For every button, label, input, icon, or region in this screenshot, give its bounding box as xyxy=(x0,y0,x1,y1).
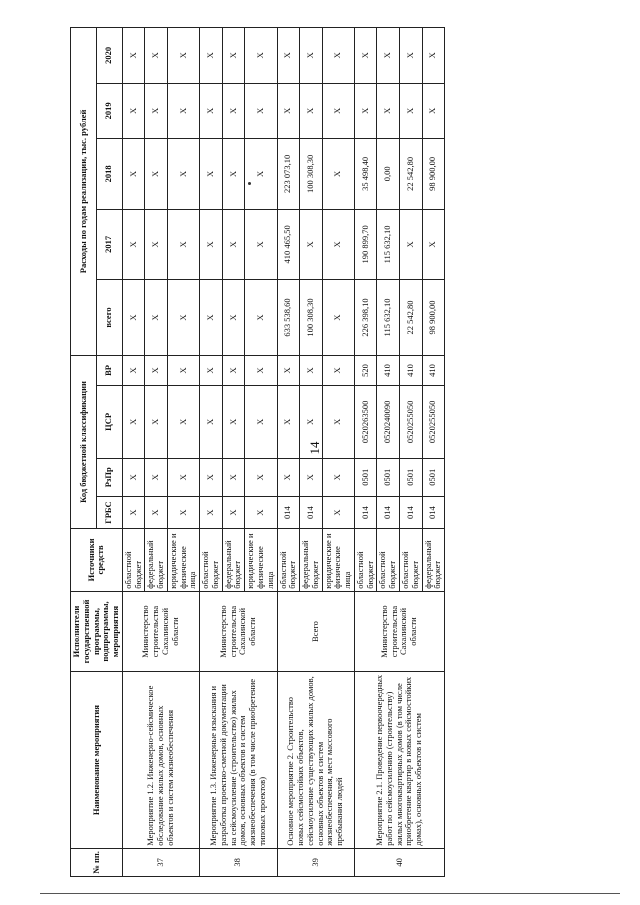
table-body xyxy=(122,28,444,877)
col-sources-header: Источники средств xyxy=(71,529,123,592)
cell-rzpr: X xyxy=(200,458,223,496)
executor: Всего xyxy=(277,591,354,672)
funding-source: федеральный бюджет xyxy=(300,529,323,592)
row-number: 37 xyxy=(122,848,199,876)
cell-vr: 410 xyxy=(377,355,400,385)
cell-y2018: 100 308,30 xyxy=(300,139,323,210)
cell-y2017: X xyxy=(322,209,354,280)
executor: Министерство строительства Сахалинской области xyxy=(200,591,277,672)
cell-rzpr: X xyxy=(300,458,323,496)
cell-rzpr: 0501 xyxy=(422,458,445,496)
cell-total: X xyxy=(322,280,354,356)
funding-source: юридические и физические лица xyxy=(167,529,199,592)
col-expenses-group-header: Расходы по годам реализации, тыс. рублей xyxy=(71,28,97,356)
col-rzpr-header: РзПр xyxy=(96,458,122,496)
cell-rzpr: X xyxy=(122,458,145,496)
cell-grbs: 014 xyxy=(300,496,323,528)
cell-rzpr: X xyxy=(245,458,277,496)
funding-source: федеральный бюджет xyxy=(222,529,245,592)
cell-rzpr: X xyxy=(222,458,245,496)
cell-grbs: 014 xyxy=(377,496,400,528)
cell-grbs: X xyxy=(222,496,245,528)
cell-csr: 0520255050 xyxy=(399,386,422,459)
cell-y2018: 35 498,40 xyxy=(354,139,377,210)
cell-y2019: X xyxy=(399,83,422,138)
col-grbs-header: ГРБС xyxy=(96,496,122,528)
cell-grbs: X xyxy=(322,496,354,528)
cell-csr: 0520240090 xyxy=(377,386,400,459)
funding-source: федеральный бюджет xyxy=(422,529,445,592)
cell-y2018: X xyxy=(167,139,199,210)
cell-y2018: 98 900,00 xyxy=(422,139,445,210)
cell-csr: X xyxy=(145,386,168,459)
cell-csr: X xyxy=(200,386,223,459)
cell-grbs: 014 xyxy=(422,496,445,528)
cell-y2019: X xyxy=(354,83,377,138)
activity-name: Основное мероприятие 2. Строительство новых сейсмостойких объектов, сейсмоусиление существующих жилых домов, основных объектов и систем жизнеобеспечения, мест массового пребывания людей xyxy=(277,672,354,848)
cell-y2019: X xyxy=(200,83,223,138)
table-row xyxy=(122,28,145,877)
cell-y2020: X xyxy=(322,28,354,84)
cell-csr: X xyxy=(322,386,354,459)
cell-y2020: X xyxy=(354,28,377,84)
activity-name: Мероприятие 2.1. Проведение первоочередных работ по сейсмоусилению (строительству) жилых многоквартирных домов (в том числе приобретение квартир в новых сейсмостойких домах), основных объектов и систем xyxy=(354,672,444,848)
col-executor-header: Исполнители государственной программы, подпрограммы, мероприятия xyxy=(71,591,123,672)
cell-rzpr: X xyxy=(145,458,168,496)
funding-source: областной бюджет xyxy=(354,529,377,592)
col-total-header: всего xyxy=(96,280,122,356)
cell-y2018: X xyxy=(122,139,145,210)
cell-y2017: 190 899,70 xyxy=(354,209,377,280)
cell-grbs: 014 xyxy=(354,496,377,528)
cell-csr: 0520263500 xyxy=(354,386,377,459)
cell-y2019: X xyxy=(122,83,145,138)
cell-vr: X xyxy=(300,355,323,385)
cell-csr: X xyxy=(222,386,245,459)
col-bk-group-header: Код бюджетной классификации xyxy=(71,355,97,528)
scan-speck xyxy=(248,182,251,185)
executor: Министерство строительства Сахалинской области xyxy=(354,591,444,672)
cell-vr: 410 xyxy=(422,355,445,385)
cell-y2017: X xyxy=(145,209,168,280)
table-row xyxy=(200,28,223,877)
cell-y2020: X xyxy=(377,28,400,84)
cell-y2020: X xyxy=(200,28,223,84)
cell-grbs: 014 xyxy=(399,496,422,528)
cell-total: X xyxy=(122,280,145,356)
cell-y2020: X xyxy=(145,28,168,84)
cell-y2017: X xyxy=(200,209,223,280)
funding-source: областной бюджет xyxy=(277,529,300,592)
budget-table-container xyxy=(70,27,570,877)
cell-y2019: X xyxy=(145,83,168,138)
cell-y2020: X xyxy=(222,28,245,84)
cell-y2017: X xyxy=(167,209,199,280)
cell-y2020: X xyxy=(422,28,445,84)
activity-name: Мероприятие 1.3. Инженерные изыскания и разработка проектно-сметной документации на сейсмоусиление (строительство) жилых домов, основных объектов и систем жизнеобеспечения (в том числе приобретение типовых проектов) xyxy=(200,672,277,848)
cell-y2019: X xyxy=(322,83,354,138)
page-number: 14 xyxy=(307,441,322,455)
cell-y2018: X xyxy=(322,139,354,210)
row-number: 39 xyxy=(277,848,354,876)
cell-total: 633 538,60 xyxy=(277,280,300,356)
cell-total: 115 632,10 xyxy=(377,280,400,356)
budget-table xyxy=(70,27,445,877)
cell-total: 100 308,30 xyxy=(300,280,323,356)
cell-total: X xyxy=(200,280,223,356)
cell-csr: X xyxy=(122,386,145,459)
cell-y2020: X xyxy=(122,28,145,84)
funding-source: областной бюджет xyxy=(399,529,422,592)
cell-y2019: X xyxy=(300,83,323,138)
cell-y2020: X xyxy=(399,28,422,84)
cell-y2018: 223 073,10 xyxy=(277,139,300,210)
cell-vr: X xyxy=(200,355,223,385)
cell-y2019: X xyxy=(377,83,400,138)
table-row xyxy=(354,28,377,877)
cell-y2017: 115 632,10 xyxy=(377,209,400,280)
cell-grbs: X xyxy=(122,496,145,528)
col-num-header: № пп. xyxy=(71,848,123,876)
cell-rzpr: X xyxy=(277,458,300,496)
funding-source: областной бюджет xyxy=(200,529,223,592)
cell-csr: 0520255050 xyxy=(422,386,445,459)
cell-vr: 410 xyxy=(399,355,422,385)
col-vr-header: ВР xyxy=(96,355,122,385)
cell-y2017: X xyxy=(122,209,145,280)
cell-grbs: X xyxy=(200,496,223,528)
cell-y2020: X xyxy=(277,28,300,84)
col-csr-header: ЦСР xyxy=(96,386,122,459)
cell-rzpr: X xyxy=(167,458,199,496)
cell-y2018: X xyxy=(222,139,245,210)
row-number: 40 xyxy=(354,848,444,876)
cell-vr: X xyxy=(122,355,145,385)
cell-vr: X xyxy=(322,355,354,385)
cell-total: X xyxy=(222,280,245,356)
cell-total: X xyxy=(145,280,168,356)
cell-rzpr: X xyxy=(322,458,354,496)
table-row xyxy=(277,28,300,877)
cell-csr: X xyxy=(167,386,199,459)
cell-y2017: X xyxy=(300,209,323,280)
scan-edge-line xyxy=(40,893,620,894)
cell-y2019: X xyxy=(422,83,445,138)
cell-y2017: X xyxy=(422,209,445,280)
col-2017-header: 2017 xyxy=(96,209,122,280)
cell-total: X xyxy=(167,280,199,356)
cell-y2019: X xyxy=(245,83,277,138)
cell-y2020: X xyxy=(167,28,199,84)
cell-y2019: X xyxy=(277,83,300,138)
cell-y2018: X xyxy=(200,139,223,210)
cell-total: 226 398,10 xyxy=(354,280,377,356)
col-name-header: Наименование мероприятия xyxy=(71,672,123,848)
cell-vr: X xyxy=(222,355,245,385)
funding-source: юридические и физические лица xyxy=(322,529,354,592)
cell-rzpr: 0501 xyxy=(377,458,400,496)
row-number: 38 xyxy=(200,848,277,876)
cell-y2017: X xyxy=(399,209,422,280)
cell-vr: X xyxy=(245,355,277,385)
cell-rzpr: 0501 xyxy=(354,458,377,496)
funding-source: федеральный бюджет xyxy=(145,529,168,592)
activity-name: Мероприятие 1.2. Инженерно-сейсмическое обследование жилых домов, основных объектов и систем жизнеобеспечения xyxy=(122,672,199,848)
col-2020-header: 2020 xyxy=(96,28,122,84)
cell-csr: X xyxy=(245,386,277,459)
cell-total: X xyxy=(245,280,277,356)
cell-grbs: 014 xyxy=(277,496,300,528)
cell-y2017: X xyxy=(245,209,277,280)
cell-y2020: X xyxy=(300,28,323,84)
cell-csr: X xyxy=(300,386,323,459)
cell-vr: X xyxy=(167,355,199,385)
cell-vr: X xyxy=(145,355,168,385)
col-2019-header: 2019 xyxy=(96,83,122,138)
executor: Министерство строительства Сахалинской области xyxy=(122,591,199,672)
cell-csr: X xyxy=(277,386,300,459)
cell-vr: 520 xyxy=(354,355,377,385)
cell-grbs: X xyxy=(245,496,277,528)
cell-y2020: X xyxy=(245,28,277,84)
cell-y2019: X xyxy=(167,83,199,138)
cell-y2017: 410 465,50 xyxy=(277,209,300,280)
cell-y2018: X xyxy=(145,139,168,210)
col-2018-header: 2018 xyxy=(96,139,122,210)
cell-total: 22 542,80 xyxy=(399,280,422,356)
cell-grbs: X xyxy=(145,496,168,528)
funding-source: юридические и физические лица xyxy=(245,529,277,592)
cell-vr: X xyxy=(277,355,300,385)
cell-y2018: 22 542,80 xyxy=(399,139,422,210)
funding-source: областной бюджет xyxy=(122,529,145,592)
cell-grbs: X xyxy=(167,496,199,528)
cell-y2018: 0,00 xyxy=(377,139,400,210)
header-row-1 xyxy=(71,28,97,877)
cell-y2019: X xyxy=(222,83,245,138)
funding-source: областной бюджет xyxy=(377,529,400,592)
cell-total: 98 900,00 xyxy=(422,280,445,356)
cell-y2018: X xyxy=(245,139,277,210)
cell-rzpr: 0501 xyxy=(399,458,422,496)
cell-y2017: X xyxy=(222,209,245,280)
